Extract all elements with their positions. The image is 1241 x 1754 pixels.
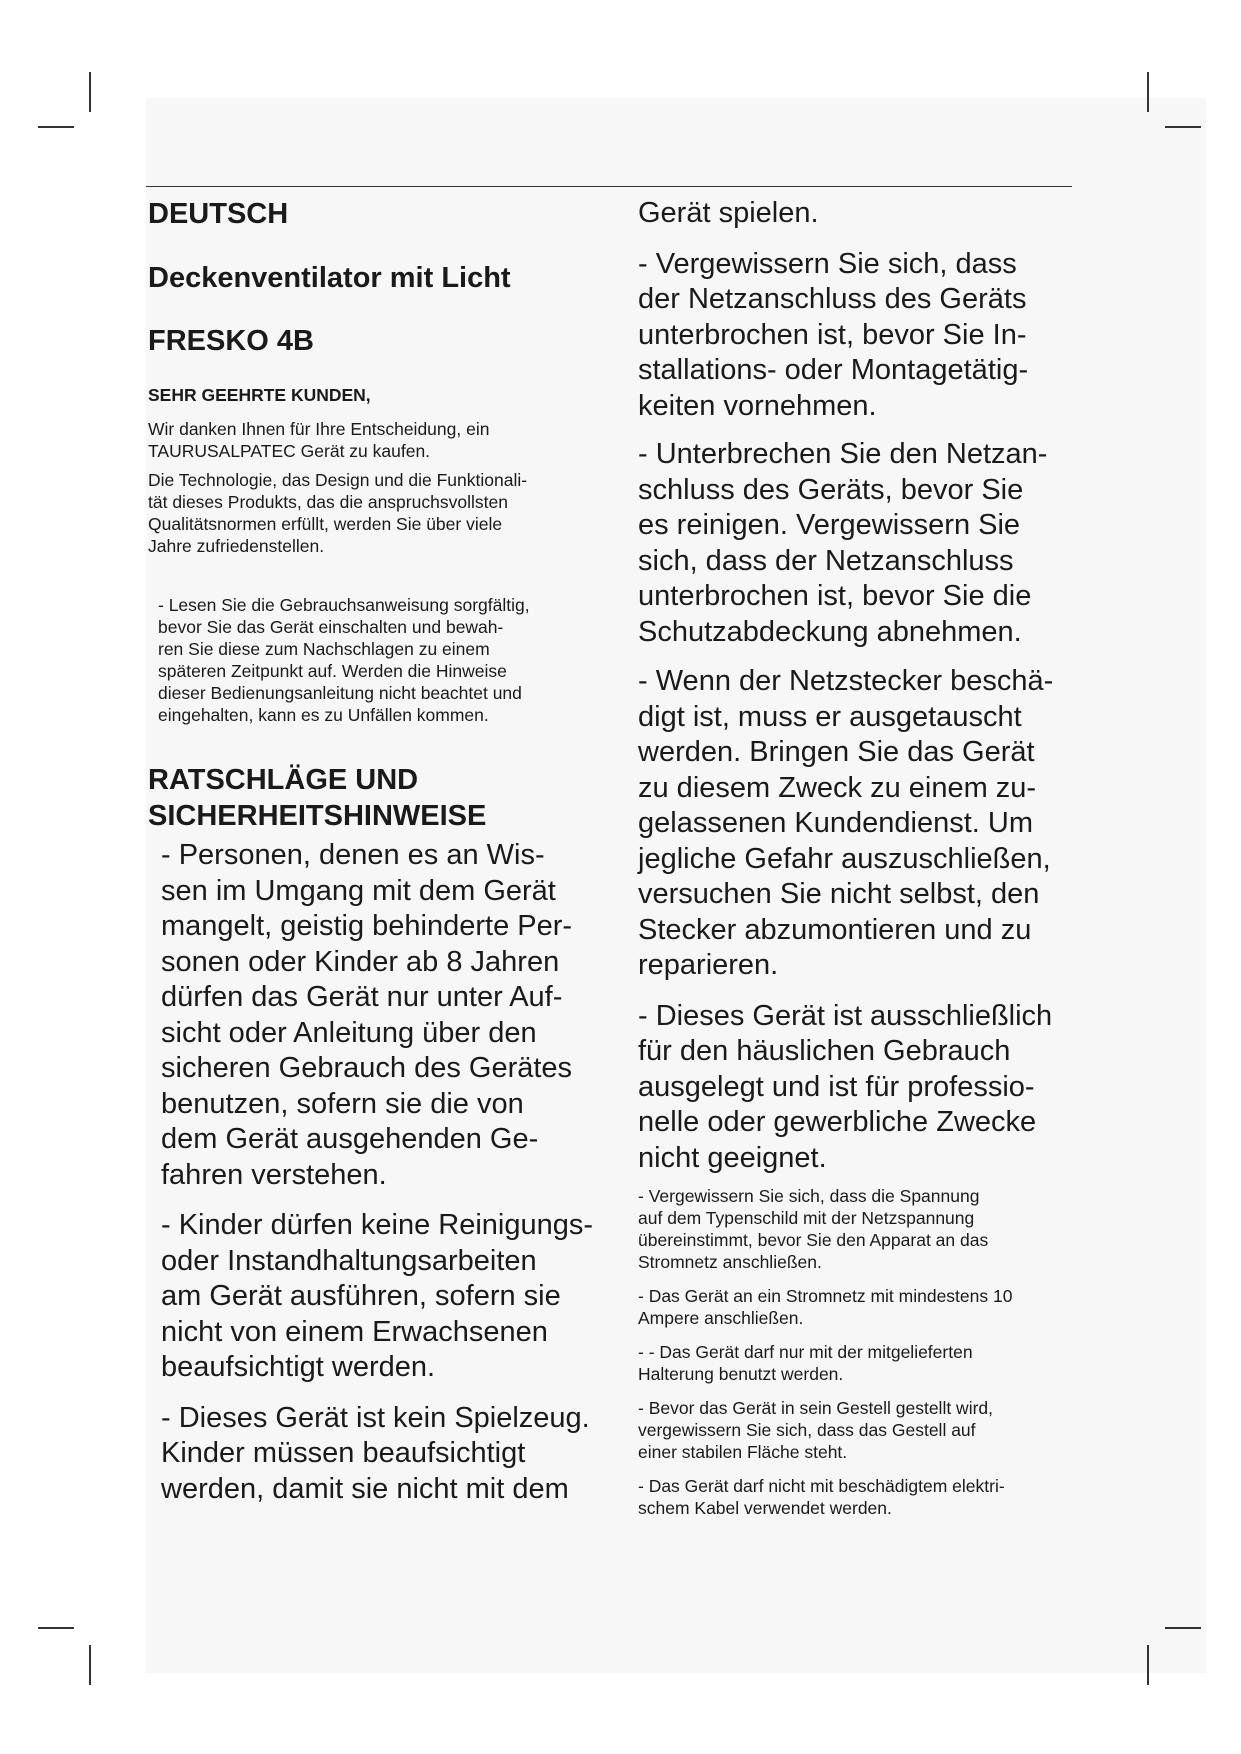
text-line: dürfen das Gerät nur unter Auf- — [161, 981, 563, 1013]
text-line: keiten vornehmen. — [638, 389, 877, 422]
text-line: Die Technologie, das Design und die Funktionali- — [148, 470, 528, 490]
text-line: sicheren Gebrauch des Gerätes — [161, 1052, 573, 1084]
text-line: fahren verstehen. — [161, 1158, 387, 1191]
text-line: mangelt, geistig behinderte Per- — [161, 910, 573, 942]
text-line: digt ist, muss er ausgetauscht — [638, 700, 1022, 733]
crop-mark-top-right-h — [1165, 126, 1201, 128]
heading-line: SICHERHEITSHINWEISE — [148, 800, 487, 832]
cable-paragraph — [638, 1475, 1088, 1519]
crop-mark-bottom-right-h — [1165, 1627, 1201, 1629]
household-paragraph — [638, 999, 1088, 1177]
text-line: Wir danken Ihnen für Ihre Entscheidung, ein — [148, 419, 490, 439]
text-line: werden, damit sie nicht mit dem — [161, 1472, 569, 1505]
text-line: tät dieses Produkts, das die anspruchsvollsten — [148, 492, 508, 512]
crop-mark-top-right-v — [1147, 72, 1149, 112]
text-line: benutzen, sofern sie die von — [161, 1087, 524, 1120]
persons-paragraph — [161, 838, 628, 1193]
mount-paragraph — [638, 1341, 1088, 1385]
salutation: SEHR GEEHRTE KUNDEN, — [148, 385, 371, 405]
text-line: schluss des Geräts, bevor Sie — [638, 473, 1024, 506]
text-line: einer stabilen Fläche steht. — [638, 1442, 848, 1462]
text-line: jegliche Gefahr auszuschließen, — [638, 842, 1051, 875]
toy-paragraph — [161, 1401, 628, 1508]
text-line: - Unterbrechen Sie den Netzan- — [638, 438, 1048, 470]
text-line: - Vergewissern Sie sich, dass — [638, 247, 1017, 280]
text-line: - - Das Gerät darf nur mit der mitgelieferten — [638, 1342, 973, 1362]
text-line: eingehalten, kann es zu Unfällen kommen. — [158, 705, 489, 725]
stand-paragraph — [638, 1397, 1088, 1463]
text-line: sicht oder Anleitung über den — [161, 1016, 537, 1049]
text-line: auf dem Typenschild mit der Netzspannung — [638, 1208, 975, 1228]
text-line: - Wenn der Netzstecker beschä- — [638, 665, 1054, 697]
text-line: Schutzabdeckung abnehmen. — [638, 615, 1022, 648]
text-line: nelle oder gewerbliche Zwecke — [638, 1106, 1037, 1138]
ampere-paragraph — [638, 1285, 1088, 1329]
crop-mark-top-left-h — [38, 126, 74, 128]
text-line: bevor Sie das Gerät einschalten und bewah- — [158, 617, 504, 637]
text-line: TAURUSALPATEC Gerät zu kaufen. — [148, 441, 431, 461]
text-line: werden. Bringen Sie das Gerät — [638, 736, 1035, 768]
crop-mark-bottom-left-v — [89, 1645, 91, 1685]
header-rule — [146, 186, 1072, 187]
crop-mark-bottom-right-v — [1147, 1645, 1149, 1685]
text-line: unterbrochen ist, bevor Sie In- — [638, 318, 1027, 351]
text-line: Qualitätsnormen erfüllt, werden Sie über viele — [148, 514, 503, 534]
text-line: Jahre zufriedenstellen. — [148, 536, 325, 556]
heading-line: RATSCHLÄGE UND — [148, 764, 419, 796]
text-line: - Personen, denen es an Wis- — [161, 839, 545, 871]
text-line: - Das Gerät an ein Stromnetz mit mindestens 10 — [638, 1286, 1013, 1306]
text-line: sen im Umgang mit dem Gerät — [161, 874, 556, 907]
text-line: zu diesem Zweck zu einem zu- — [638, 771, 1037, 804]
technology-paragraph — [148, 469, 628, 557]
text-line: Kinder müssen beaufsichtigt — [161, 1437, 526, 1469]
text-line: dem Gerät ausgehenden Ge- — [161, 1123, 539, 1155]
children-paragraph — [161, 1208, 628, 1386]
text-line: vergewissern Sie sich, dass das Gestell auf — [638, 1420, 976, 1440]
text-line: versuchen Sie nicht selbst, den — [638, 878, 1040, 910]
text-line: - Das Gerät darf nicht mit beschädigtem elektri- — [638, 1476, 1005, 1496]
read-instructions-paragraph — [158, 594, 628, 726]
text-line: - Bevor das Gerät in sein Gestell gestellt wird, — [638, 1398, 994, 1418]
text-line: sich, dass der Netzanschluss — [638, 544, 1014, 577]
text-line: - Vergewissern Sie sich, dass die Spannung — [638, 1186, 980, 1206]
safety-heading — [148, 762, 628, 834]
text-line: stallations- oder Montagetätig- — [638, 354, 1029, 386]
text-line: Stromnetz anschließen. — [638, 1252, 822, 1272]
text-line: - Lesen Sie die Gebrauchsanweisung sorgfältig, — [158, 595, 530, 615]
voltage-paragraph — [638, 1185, 1088, 1273]
text-line: nicht von einem Erwachsenen — [161, 1315, 548, 1348]
crop-mark-top-left-v — [89, 72, 91, 112]
text-line: übereinstimmt, bevor Sie den Apparat an das — [638, 1230, 989, 1250]
model-heading: FRESKO 4B — [148, 325, 314, 357]
left-column — [148, 196, 628, 1507]
text-line: - Kinder dürfen keine Reinigungs- — [161, 1209, 594, 1241]
text-line: - Dieses Gerät ist kein Spielzeug. — [161, 1401, 590, 1434]
cleaning-paragraph — [638, 437, 1088, 650]
text-line: Stecker abzumontieren und zu — [638, 913, 1032, 946]
text-line: dieser Bedienungsanleitung nicht beachtet und — [158, 683, 522, 703]
right-column — [638, 196, 1088, 1519]
text-line: schem Kabel verwendet werden. — [638, 1498, 892, 1518]
thanks-paragraph — [148, 418, 628, 462]
text-line: sonen oder Kinder ab 8 Jahren — [161, 945, 560, 978]
text-line: Ampere anschließen. — [638, 1308, 804, 1328]
text-line: nicht geeignet. — [638, 1141, 827, 1174]
text-line: späteren Zeitpunkt auf. Werden die Hinweise — [158, 661, 507, 681]
text-line: der Netzanschluss des Geräts — [638, 283, 1027, 315]
text-line: Gerät spielen. — [638, 197, 819, 229]
text-line: am Gerät ausführen, sofern sie — [161, 1280, 561, 1312]
crop-mark-bottom-left-h — [38, 1627, 74, 1629]
text-line: Halterung benutzt werden. — [638, 1364, 844, 1384]
plug-paragraph — [638, 664, 1088, 984]
text-line: ren Sie diese zum Nachschlagen zu einem — [158, 639, 490, 659]
text-line: für den häuslichen Gebrauch — [638, 1035, 1011, 1067]
text-line: beaufsichtigt werden. — [161, 1351, 436, 1383]
text-line: es reinigen. Vergewissern Sie — [638, 509, 1021, 541]
text-line: gelassenen Kundendienst. Um — [638, 807, 1033, 839]
disconnect-paragraph — [638, 247, 1088, 425]
text-line: ausgelegt und ist für professio- — [638, 1070, 1035, 1103]
text-line: - Dieses Gerät ist ausschließlich — [638, 999, 1053, 1032]
language-heading: DEUTSCH — [148, 198, 289, 230]
product-type-heading: Deckenventilator mit Licht — [148, 262, 511, 294]
text-line: unterbrochen ist, bevor Sie die — [638, 580, 1032, 612]
text-line: oder Instandhaltungsarbeiten — [161, 1244, 537, 1277]
text-line: reparieren. — [638, 949, 779, 981]
